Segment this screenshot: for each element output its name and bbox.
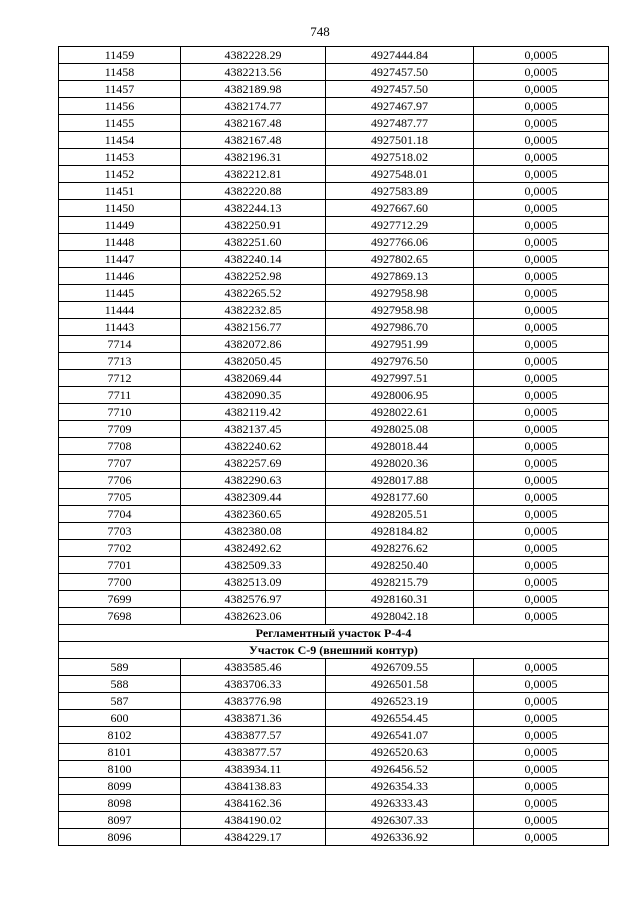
y-coordinate-cell: 4928025.08 <box>326 421 474 438</box>
point-number-cell: 11452 <box>59 166 181 183</box>
x-coordinate-cell: 4382380.08 <box>181 523 326 540</box>
x-coordinate-cell: 4382213.56 <box>181 64 326 81</box>
accuracy-cell: 0,0005 <box>474 319 609 336</box>
table-row <box>59 387 609 404</box>
y-coordinate-cell: 4927986.70 <box>326 319 474 336</box>
accuracy-cell: 0,0005 <box>474 132 609 149</box>
accuracy-cell: 0,0005 <box>474 829 609 846</box>
accuracy-cell: 0,0005 <box>474 574 609 591</box>
x-coordinate-cell: 4383776.98 <box>181 693 326 710</box>
point-number-cell: 7709 <box>59 421 181 438</box>
table-row <box>59 336 609 353</box>
section-header <box>59 625 609 659</box>
accuracy-cell: 0,0005 <box>474 98 609 115</box>
point-number-cell: 8097 <box>59 812 181 829</box>
y-coordinate-cell: 4928042.18 <box>326 608 474 625</box>
table-row <box>59 676 609 693</box>
table-row <box>59 64 609 81</box>
accuracy-cell: 0,0005 <box>474 370 609 387</box>
table-row <box>59 778 609 795</box>
section-title: Регламентный участок Р-4-4 <box>59 625 609 642</box>
y-coordinate-cell: 4926709.55 <box>326 659 474 676</box>
x-coordinate-cell: 4382232.85 <box>181 302 326 319</box>
accuracy-cell: 0,0005 <box>474 336 609 353</box>
y-coordinate-cell: 4926307.33 <box>326 812 474 829</box>
y-coordinate-cell: 4928215.79 <box>326 574 474 591</box>
table-row <box>59 149 609 166</box>
x-coordinate-cell: 4382212.81 <box>181 166 326 183</box>
x-coordinate-cell: 4382265.52 <box>181 285 326 302</box>
point-number-cell: 11453 <box>59 149 181 166</box>
x-coordinate-cell: 4382360.65 <box>181 506 326 523</box>
point-number-cell: 7710 <box>59 404 181 421</box>
point-number-cell: 11447 <box>59 251 181 268</box>
x-coordinate-cell: 4382228.29 <box>181 47 326 64</box>
accuracy-cell: 0,0005 <box>474 387 609 404</box>
x-coordinate-cell: 4382251.60 <box>181 234 326 251</box>
y-coordinate-cell: 4927501.18 <box>326 132 474 149</box>
point-number-cell: 588 <box>59 676 181 693</box>
point-number-cell: 7699 <box>59 591 181 608</box>
point-number-cell: 7700 <box>59 574 181 591</box>
y-coordinate-cell: 4926523.19 <box>326 693 474 710</box>
point-number-cell: 7714 <box>59 336 181 353</box>
y-coordinate-cell: 4928022.61 <box>326 404 474 421</box>
accuracy-cell: 0,0005 <box>474 81 609 98</box>
accuracy-cell: 0,0005 <box>474 591 609 608</box>
point-number-cell: 11451 <box>59 183 181 200</box>
x-coordinate-cell: 4384162.36 <box>181 795 326 812</box>
y-coordinate-cell: 4926541.07 <box>326 727 474 744</box>
point-number-cell: 589 <box>59 659 181 676</box>
point-number-cell: 11450 <box>59 200 181 217</box>
x-coordinate-cell: 4382050.45 <box>181 353 326 370</box>
x-coordinate-cell: 4382167.48 <box>181 132 326 149</box>
accuracy-cell: 0,0005 <box>474 234 609 251</box>
table-row <box>59 438 609 455</box>
table-body-bottom <box>59 659 609 846</box>
point-number-cell: 11455 <box>59 115 181 132</box>
table-row <box>59 98 609 115</box>
y-coordinate-cell: 4927583.89 <box>326 183 474 200</box>
y-coordinate-cell: 4928018.44 <box>326 438 474 455</box>
accuracy-cell: 0,0005 <box>474 64 609 81</box>
accuracy-cell: 0,0005 <box>474 659 609 676</box>
accuracy-cell: 0,0005 <box>474 183 609 200</box>
table-row <box>59 523 609 540</box>
accuracy-cell: 0,0005 <box>474 285 609 302</box>
table-row <box>59 829 609 846</box>
accuracy-cell: 0,0005 <box>474 676 609 693</box>
point-number-cell: 7698 <box>59 608 181 625</box>
y-coordinate-cell: 4927869.13 <box>326 268 474 285</box>
x-coordinate-cell: 4383706.33 <box>181 676 326 693</box>
accuracy-cell: 0,0005 <box>474 744 609 761</box>
table-row <box>59 234 609 251</box>
accuracy-cell: 0,0005 <box>474 727 609 744</box>
table-row <box>59 217 609 234</box>
y-coordinate-cell: 4927802.65 <box>326 251 474 268</box>
table-row <box>59 591 609 608</box>
accuracy-cell: 0,0005 <box>474 438 609 455</box>
point-number-cell: 7702 <box>59 540 181 557</box>
table-row <box>59 574 609 591</box>
x-coordinate-cell: 4382492.62 <box>181 540 326 557</box>
table-row <box>59 319 609 336</box>
x-coordinate-cell: 4382252.98 <box>181 268 326 285</box>
point-number-cell: 7707 <box>59 455 181 472</box>
x-coordinate-cell: 4382309.44 <box>181 489 326 506</box>
table-row <box>59 251 609 268</box>
y-coordinate-cell: 4927487.77 <box>326 115 474 132</box>
section-title-row <box>59 625 609 642</box>
point-number-cell: 8101 <box>59 744 181 761</box>
y-coordinate-cell: 4928184.82 <box>326 523 474 540</box>
point-number-cell: 7708 <box>59 438 181 455</box>
point-number-cell: 8100 <box>59 761 181 778</box>
table-row <box>59 285 609 302</box>
accuracy-cell: 0,0005 <box>474 217 609 234</box>
accuracy-cell: 0,0005 <box>474 47 609 64</box>
y-coordinate-cell: 4927997.51 <box>326 370 474 387</box>
point-number-cell: 11456 <box>59 98 181 115</box>
y-coordinate-cell: 4927667.60 <box>326 200 474 217</box>
y-coordinate-cell: 4926554.45 <box>326 710 474 727</box>
accuracy-cell: 0,0005 <box>474 710 609 727</box>
accuracy-cell: 0,0005 <box>474 557 609 574</box>
y-coordinate-cell: 4928276.62 <box>326 540 474 557</box>
x-coordinate-cell: 4382513.09 <box>181 574 326 591</box>
table-row <box>59 268 609 285</box>
y-coordinate-cell: 4928250.40 <box>326 557 474 574</box>
table-row <box>59 608 609 625</box>
accuracy-cell: 0,0005 <box>474 149 609 166</box>
coordinates-table <box>58 46 609 846</box>
y-coordinate-cell: 4926333.43 <box>326 795 474 812</box>
table-body-top <box>59 47 609 625</box>
x-coordinate-cell: 4383934.11 <box>181 761 326 778</box>
coordinates-sheet <box>58 46 608 846</box>
accuracy-cell: 0,0005 <box>474 506 609 523</box>
table-row <box>59 455 609 472</box>
point-number-cell: 11445 <box>59 285 181 302</box>
table-row <box>59 540 609 557</box>
point-number-cell: 7703 <box>59 523 181 540</box>
accuracy-cell: 0,0005 <box>474 523 609 540</box>
table-row <box>59 812 609 829</box>
x-coordinate-cell: 4384190.02 <box>181 812 326 829</box>
table-row <box>59 421 609 438</box>
y-coordinate-cell: 4926354.33 <box>326 778 474 795</box>
y-coordinate-cell: 4926501.58 <box>326 676 474 693</box>
accuracy-cell: 0,0005 <box>474 812 609 829</box>
y-coordinate-cell: 4928006.95 <box>326 387 474 404</box>
y-coordinate-cell: 4927958.98 <box>326 285 474 302</box>
table-row <box>59 659 609 676</box>
accuracy-cell: 0,0005 <box>474 778 609 795</box>
x-coordinate-cell: 4383585.46 <box>181 659 326 676</box>
table-row <box>59 183 609 200</box>
y-coordinate-cell: 4927457.50 <box>326 64 474 81</box>
x-coordinate-cell: 4383871.36 <box>181 710 326 727</box>
y-coordinate-cell: 4927457.50 <box>326 81 474 98</box>
x-coordinate-cell: 4382290.63 <box>181 472 326 489</box>
point-number-cell: 7711 <box>59 387 181 404</box>
point-number-cell: 11446 <box>59 268 181 285</box>
table-row <box>59 132 609 149</box>
accuracy-cell: 0,0005 <box>474 608 609 625</box>
y-coordinate-cell: 4928160.31 <box>326 591 474 608</box>
x-coordinate-cell: 4382189.98 <box>181 81 326 98</box>
x-coordinate-cell: 4382220.88 <box>181 183 326 200</box>
x-coordinate-cell: 4384229.17 <box>181 829 326 846</box>
point-number-cell: 7704 <box>59 506 181 523</box>
point-number-cell: 600 <box>59 710 181 727</box>
accuracy-cell: 0,0005 <box>474 251 609 268</box>
table-row <box>59 115 609 132</box>
y-coordinate-cell: 4928205.51 <box>326 506 474 523</box>
y-coordinate-cell: 4926336.92 <box>326 829 474 846</box>
y-coordinate-cell: 4927444.84 <box>326 47 474 64</box>
accuracy-cell: 0,0005 <box>474 166 609 183</box>
accuracy-cell: 0,0005 <box>474 795 609 812</box>
table-row <box>59 557 609 574</box>
page-number: 748 <box>310 24 330 39</box>
x-coordinate-cell: 4383877.57 <box>181 744 326 761</box>
point-number-cell: 11448 <box>59 234 181 251</box>
table-row <box>59 710 609 727</box>
accuracy-cell: 0,0005 <box>474 761 609 778</box>
y-coordinate-cell: 4927766.06 <box>326 234 474 251</box>
x-coordinate-cell: 4382156.77 <box>181 319 326 336</box>
point-number-cell: 7712 <box>59 370 181 387</box>
y-coordinate-cell: 4927518.02 <box>326 149 474 166</box>
table-row <box>59 727 609 744</box>
x-coordinate-cell: 4382167.48 <box>181 115 326 132</box>
x-coordinate-cell: 4382244.13 <box>181 200 326 217</box>
accuracy-cell: 0,0005 <box>474 540 609 557</box>
table-row <box>59 795 609 812</box>
accuracy-cell: 0,0005 <box>474 353 609 370</box>
y-coordinate-cell: 4928017.88 <box>326 472 474 489</box>
accuracy-cell: 0,0005 <box>474 472 609 489</box>
table-row <box>59 353 609 370</box>
section-subtitle-row <box>59 642 609 659</box>
x-coordinate-cell: 4382509.33 <box>181 557 326 574</box>
point-number-cell: 8102 <box>59 727 181 744</box>
y-coordinate-cell: 4926456.52 <box>326 761 474 778</box>
y-coordinate-cell: 4927712.29 <box>326 217 474 234</box>
x-coordinate-cell: 4382240.14 <box>181 251 326 268</box>
point-number-cell: 11443 <box>59 319 181 336</box>
x-coordinate-cell: 4382072.86 <box>181 336 326 353</box>
accuracy-cell: 0,0005 <box>474 404 609 421</box>
x-coordinate-cell: 4382069.44 <box>181 370 326 387</box>
table-row <box>59 506 609 523</box>
table-row <box>59 489 609 506</box>
table-row <box>59 81 609 98</box>
table-row <box>59 370 609 387</box>
accuracy-cell: 0,0005 <box>474 302 609 319</box>
y-coordinate-cell: 4927976.50 <box>326 353 474 370</box>
section-subtitle: Участок С-9 (внешний контур) <box>59 642 609 659</box>
accuracy-cell: 0,0005 <box>474 200 609 217</box>
point-number-cell: 8098 <box>59 795 181 812</box>
table-row <box>59 302 609 319</box>
x-coordinate-cell: 4382257.69 <box>181 455 326 472</box>
y-coordinate-cell: 4927467.97 <box>326 98 474 115</box>
point-number-cell: 8096 <box>59 829 181 846</box>
y-coordinate-cell: 4926520.63 <box>326 744 474 761</box>
accuracy-cell: 0,0005 <box>474 455 609 472</box>
x-coordinate-cell: 4383877.57 <box>181 727 326 744</box>
y-coordinate-cell: 4928020.36 <box>326 455 474 472</box>
table-row <box>59 166 609 183</box>
y-coordinate-cell: 4927548.01 <box>326 166 474 183</box>
x-coordinate-cell: 4382137.45 <box>181 421 326 438</box>
x-coordinate-cell: 4382174.77 <box>181 98 326 115</box>
point-number-cell: 11457 <box>59 81 181 98</box>
table-row <box>59 47 609 64</box>
x-coordinate-cell: 4382623.06 <box>181 608 326 625</box>
x-coordinate-cell: 4382196.31 <box>181 149 326 166</box>
point-number-cell: 11458 <box>59 64 181 81</box>
y-coordinate-cell: 4928177.60 <box>326 489 474 506</box>
accuracy-cell: 0,0005 <box>474 489 609 506</box>
table-row <box>59 761 609 778</box>
point-number-cell: 11444 <box>59 302 181 319</box>
table-row <box>59 200 609 217</box>
y-coordinate-cell: 4927951.99 <box>326 336 474 353</box>
table-row <box>59 404 609 421</box>
point-number-cell: 7706 <box>59 472 181 489</box>
accuracy-cell: 0,0005 <box>474 115 609 132</box>
y-coordinate-cell: 4927958.98 <box>326 302 474 319</box>
table-row <box>59 472 609 489</box>
x-coordinate-cell: 4382240.62 <box>181 438 326 455</box>
point-number-cell: 8099 <box>59 778 181 795</box>
point-number-cell: 7705 <box>59 489 181 506</box>
x-coordinate-cell: 4382090.35 <box>181 387 326 404</box>
point-number-cell: 7713 <box>59 353 181 370</box>
point-number-cell: 11459 <box>59 47 181 64</box>
accuracy-cell: 0,0005 <box>474 268 609 285</box>
point-number-cell: 7701 <box>59 557 181 574</box>
accuracy-cell: 0,0005 <box>474 693 609 710</box>
x-coordinate-cell: 4382119.42 <box>181 404 326 421</box>
point-number-cell: 11449 <box>59 217 181 234</box>
table-row <box>59 744 609 761</box>
point-number-cell: 11454 <box>59 132 181 149</box>
point-number-cell: 587 <box>59 693 181 710</box>
x-coordinate-cell: 4384138.83 <box>181 778 326 795</box>
table-row <box>59 693 609 710</box>
accuracy-cell: 0,0005 <box>474 421 609 438</box>
x-coordinate-cell: 4382576.97 <box>181 591 326 608</box>
x-coordinate-cell: 4382250.91 <box>181 217 326 234</box>
